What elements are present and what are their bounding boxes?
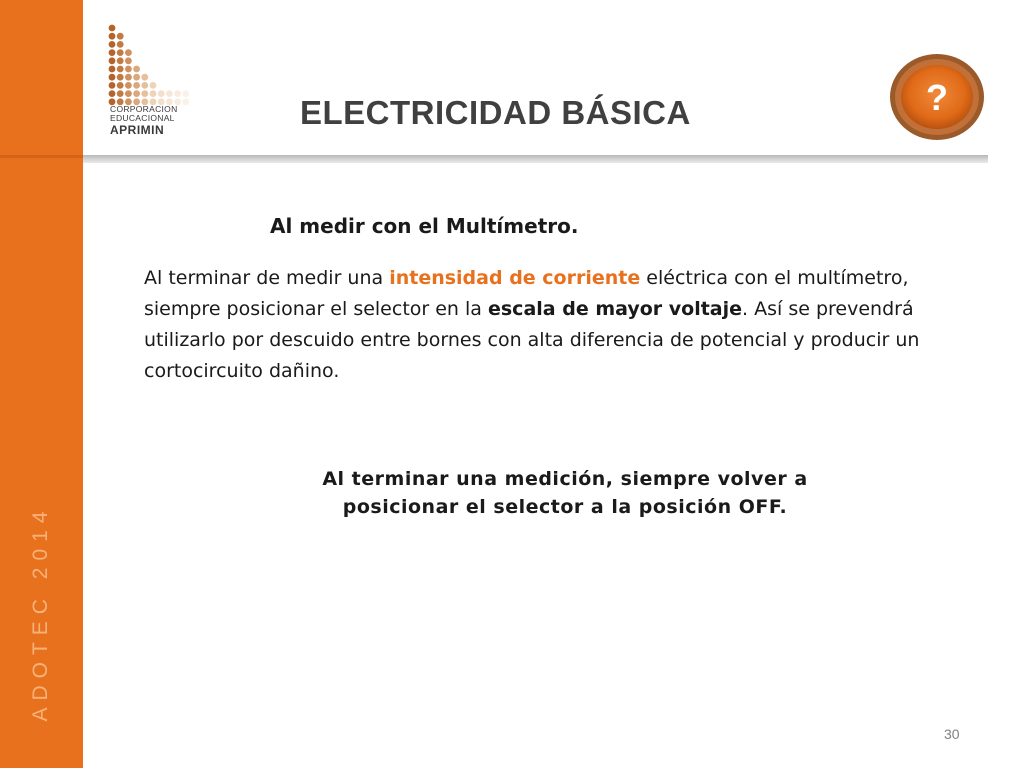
paragraph-text-2: eléctrica con el multímetro, siempre posicionar el selector en la (144, 267, 909, 320)
help-badge-glyph: ? (926, 77, 948, 118)
highlight-current: intensidad de corriente (389, 267, 641, 289)
sidebar-vertical-text: ADOTEC 2014 (29, 504, 52, 722)
logo-line-3: APRIMIN (110, 123, 165, 137)
off-position-note: Al terminar una medición, siempre volver a posicionar el selector a la posición OFF. (322, 468, 808, 518)
section-subtitle: Al medir con el Multímetro. (270, 214, 579, 238)
body-paragraph (144, 263, 924, 387)
sidebar-divider (0, 155, 83, 158)
sidebar (0, 0, 83, 768)
header-rule (83, 155, 988, 163)
logo-text (110, 105, 200, 136)
help-question-icon (887, 50, 987, 142)
logo-line-2: EDUCACIONAL (110, 112, 175, 123)
logo-line-1: CORPORACION (110, 104, 178, 114)
paragraph-text-1: Al terminar de medir una (144, 267, 390, 289)
slide-title: ELECTRICIDAD BÁSICA (300, 94, 691, 131)
paragraph-text-3: . Así se prevendrá utilizarlo por descuido entre bornes con alta diferencia de potencial y producir un cortocircuito dañino. (144, 298, 920, 382)
page-number: 30 (944, 726, 960, 742)
highlight-scale: escala de mayor voltaje (487, 298, 743, 320)
